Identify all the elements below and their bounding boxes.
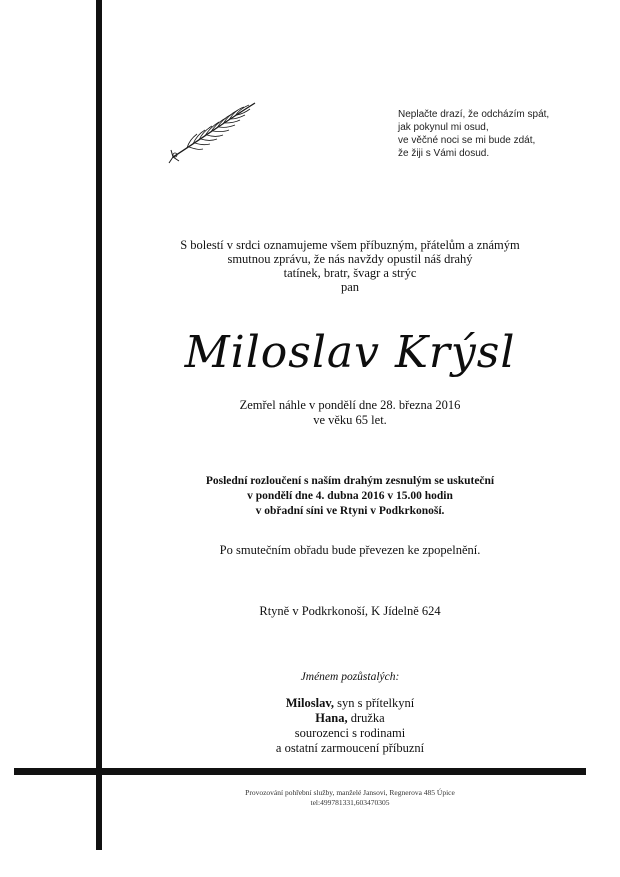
intro-line: smutnou zprávu, že nás navždy opustil náš drahý bbox=[227, 252, 473, 266]
poem-line: Neplačte drazí, že odcházím spát, bbox=[398, 109, 550, 120]
mourner-name: Hana, bbox=[315, 711, 348, 725]
mourner-relation: syn s přítelkyní bbox=[334, 696, 415, 710]
funeral-details bbox=[120, 474, 580, 519]
cremation-note: Po smutečním obřadu bude převezen ke zpopelnění. bbox=[219, 543, 481, 557]
quill-feather-icon bbox=[165, 95, 260, 165]
death-line: Zemřel náhle v pondělí dne 28. března 2016 bbox=[239, 398, 461, 412]
mourner-line: sourozenci s rodinami bbox=[294, 726, 406, 740]
mourner-line bbox=[120, 696, 580, 711]
intro-line: pan bbox=[340, 280, 360, 294]
funeral-line: v pondělí dne 4. dubna 2016 v 15.00 hodin bbox=[247, 490, 453, 502]
death-notice bbox=[120, 398, 580, 428]
deceased-name: Miloslav Krýsl bbox=[184, 327, 516, 378]
death-line: ve věku 65 let. bbox=[313, 413, 387, 427]
poem-line: ve věčné noci se mi bude zdát, bbox=[398, 135, 536, 146]
mourners-list bbox=[120, 670, 580, 756]
funeral-line: Poslední rozloučení s naším drahým zesnulým se uskuteční bbox=[205, 475, 495, 487]
poem-line: že žiji s Vámi dosud. bbox=[398, 148, 490, 159]
intro-line: S bolestí v srdci oznamujeme všem příbuzným, přátelům a známým bbox=[180, 238, 520, 252]
footer-line: Provozování pohřební služby, manželé Jansovi, Regnerova 485 Úpice bbox=[245, 788, 455, 797]
mourner-relation: družka bbox=[347, 711, 385, 725]
announcement-intro bbox=[120, 238, 580, 294]
family-address: Rtyně v Podkrkonoší, K Jídelně 624 bbox=[259, 604, 441, 618]
mourning-vertical-bar bbox=[96, 0, 102, 850]
footer-line: tel:499781331,603470305 bbox=[310, 798, 390, 807]
mourners-heading: Jménem pozůstalých: bbox=[300, 671, 400, 683]
funeral-line: v obřadní síni ve Rtyni v Podkrkonoší. bbox=[255, 505, 445, 517]
mourning-horizontal-bar bbox=[14, 768, 586, 775]
mourner-name: Miloslav, bbox=[285, 696, 335, 710]
mourner-line bbox=[120, 711, 580, 726]
funeral-service-footer bbox=[120, 788, 580, 808]
memorial-poem bbox=[398, 108, 549, 160]
poem-line: jak pokynul mi osud, bbox=[398, 122, 489, 133]
mourner-line: a ostatní zarmoucení příbuzní bbox=[275, 741, 425, 755]
intro-line: tatínek, bratr, švagr a strýc bbox=[283, 266, 417, 280]
